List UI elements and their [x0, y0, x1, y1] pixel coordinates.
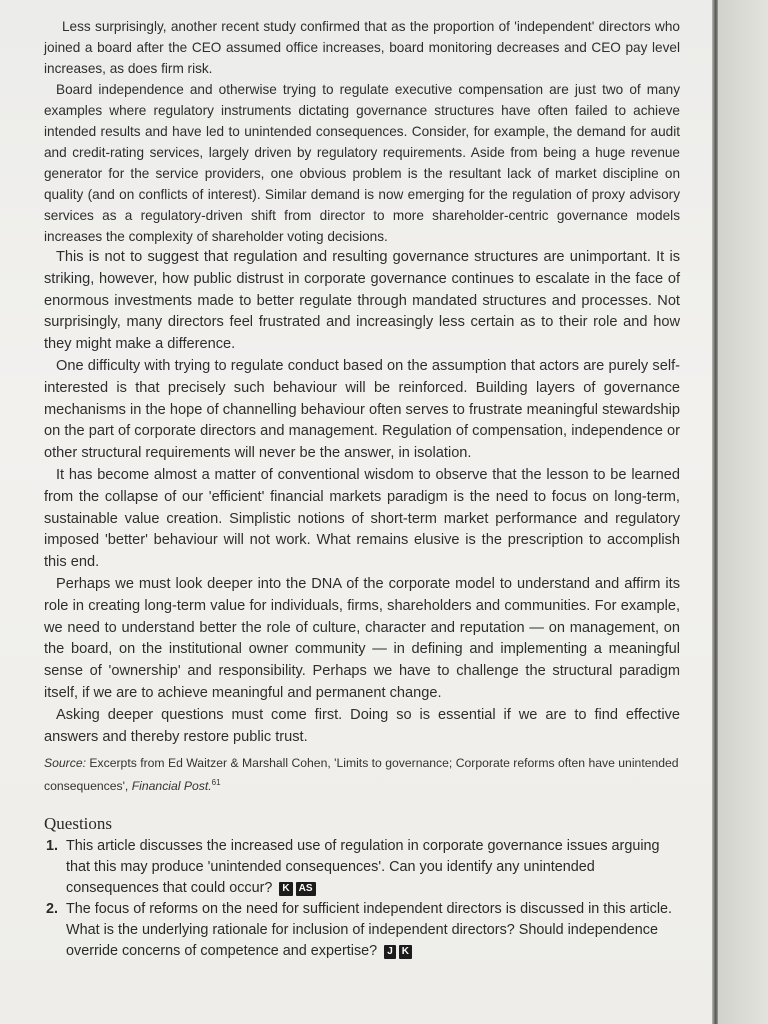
badge-as: AS: [296, 882, 316, 896]
question-number: 2.: [46, 901, 59, 918]
badge-k: K: [279, 882, 292, 896]
source-footnote: 61: [211, 778, 221, 788]
question-text: The focus of reforms on the need for sufficient independent directors is discussed in this article. What is the underlying rationale for inclusion of independent directors? Should independence override concerns of competence and expertise?: [66, 901, 673, 960]
badge-j: J: [384, 945, 396, 959]
question-number: 1.: [46, 838, 59, 855]
source-text: Excerpts from Ed Waitzer & Marshall Cohen, 'Limits to governance; Corporate reforms often have unintended consequences',: [44, 756, 679, 794]
source-label: Source:: [44, 756, 87, 771]
question-text: This article discusses the increased use of regulation in corporate governance issues arguing that this may produce 'unintended consequences'. Can you identify any unintended consequences that could occur?: [66, 838, 660, 897]
paragraph-2: Board independence and otherwise trying to regulate executive compensation are just two of many examples where regulatory instruments dictating governance structures have often failed to achieve intended results and have led to unintended consequences. Consider, for example, the demand for audit and credit-rating services, largely driven by regulatory requirements. Aside from being a huge revenue generator for the service providers, one obvious problem is the resultant lack of market discipline on quality (and on conflicts of interest). Similar demand is now emerging for the regulation of proxy advisory services as a regulatory-driven shift from director to more shareholder-centric governance models increases the complexity of shareholder voting decisions.: [44, 82, 680, 244]
badge-k: K: [399, 945, 412, 959]
page-edge: [718, 0, 768, 1024]
page-text: [44, 16, 680, 962]
paragraph-3: This is not to suggest that regulation and resulting governance structures are unimportant. It is striking, however, how public distrust in corporate governance continues to escalate in the face of enormous investments made to better regulate through mandated structures and processes. Not surprisingly, many directors feel frustrated and increasingly less certain as to their role and how they might make a difference.: [44, 249, 680, 353]
questions-heading: Questions: [44, 814, 112, 834]
paragraph-1: Less surprisingly, another recent study confirmed that as the proportion of 'independent' directors who joined a board after the CEO assumed office increases, board monitoring decreases and CEO pay level increases, as does firm risk.: [44, 19, 680, 76]
paragraph-6: Perhaps we must look deeper into the DNA of the corporate model to understand and affirm its role in creating long-term value for individuals, firms, shareholders and communities. For example, we need to understand better the role of culture, character and reputation — on management, on the board, on the institutional owner community — in defining and implementing a meaningful sense of 'ownership' and responsibility. Perhaps we have to challenge the structural paradigm itself, if we are to achieve meaningful and permanent change.: [44, 575, 680, 701]
paragraph-7: Asking deeper questions must come first. Doing so is essential if we are to find effective answers and thereby restore public trust.: [44, 706, 680, 745]
question-2: [44, 899, 680, 962]
source-citation: [44, 754, 680, 796]
paragraph-5: It has become almost a matter of conventional wisdom to observe that the lesson to be learned from the collapse of our 'efficient' financial markets paradigm is the need to focus on long-term, sustainable value creation. Simplistic notions of short-term market performance and regulatory imposed 'better' behaviour will not work. What remains elusive is the prescription to accomplish this end.: [44, 466, 680, 571]
question-1: [44, 836, 680, 899]
paragraph-4: One difficulty with trying to regulate conduct based on the assumption that actors are purely self-interested is that precisely such behaviour will be reinforced. Building layers of governance mechanisms in the hope of channelling behaviour often serves to frustrate meaningful stewardship on the part of corporate directors and management. Regulation of compensation, independence or other structural requirements will never be the answer, in isolation.: [44, 357, 680, 462]
source-publication: Financial Post.: [131, 779, 212, 794]
